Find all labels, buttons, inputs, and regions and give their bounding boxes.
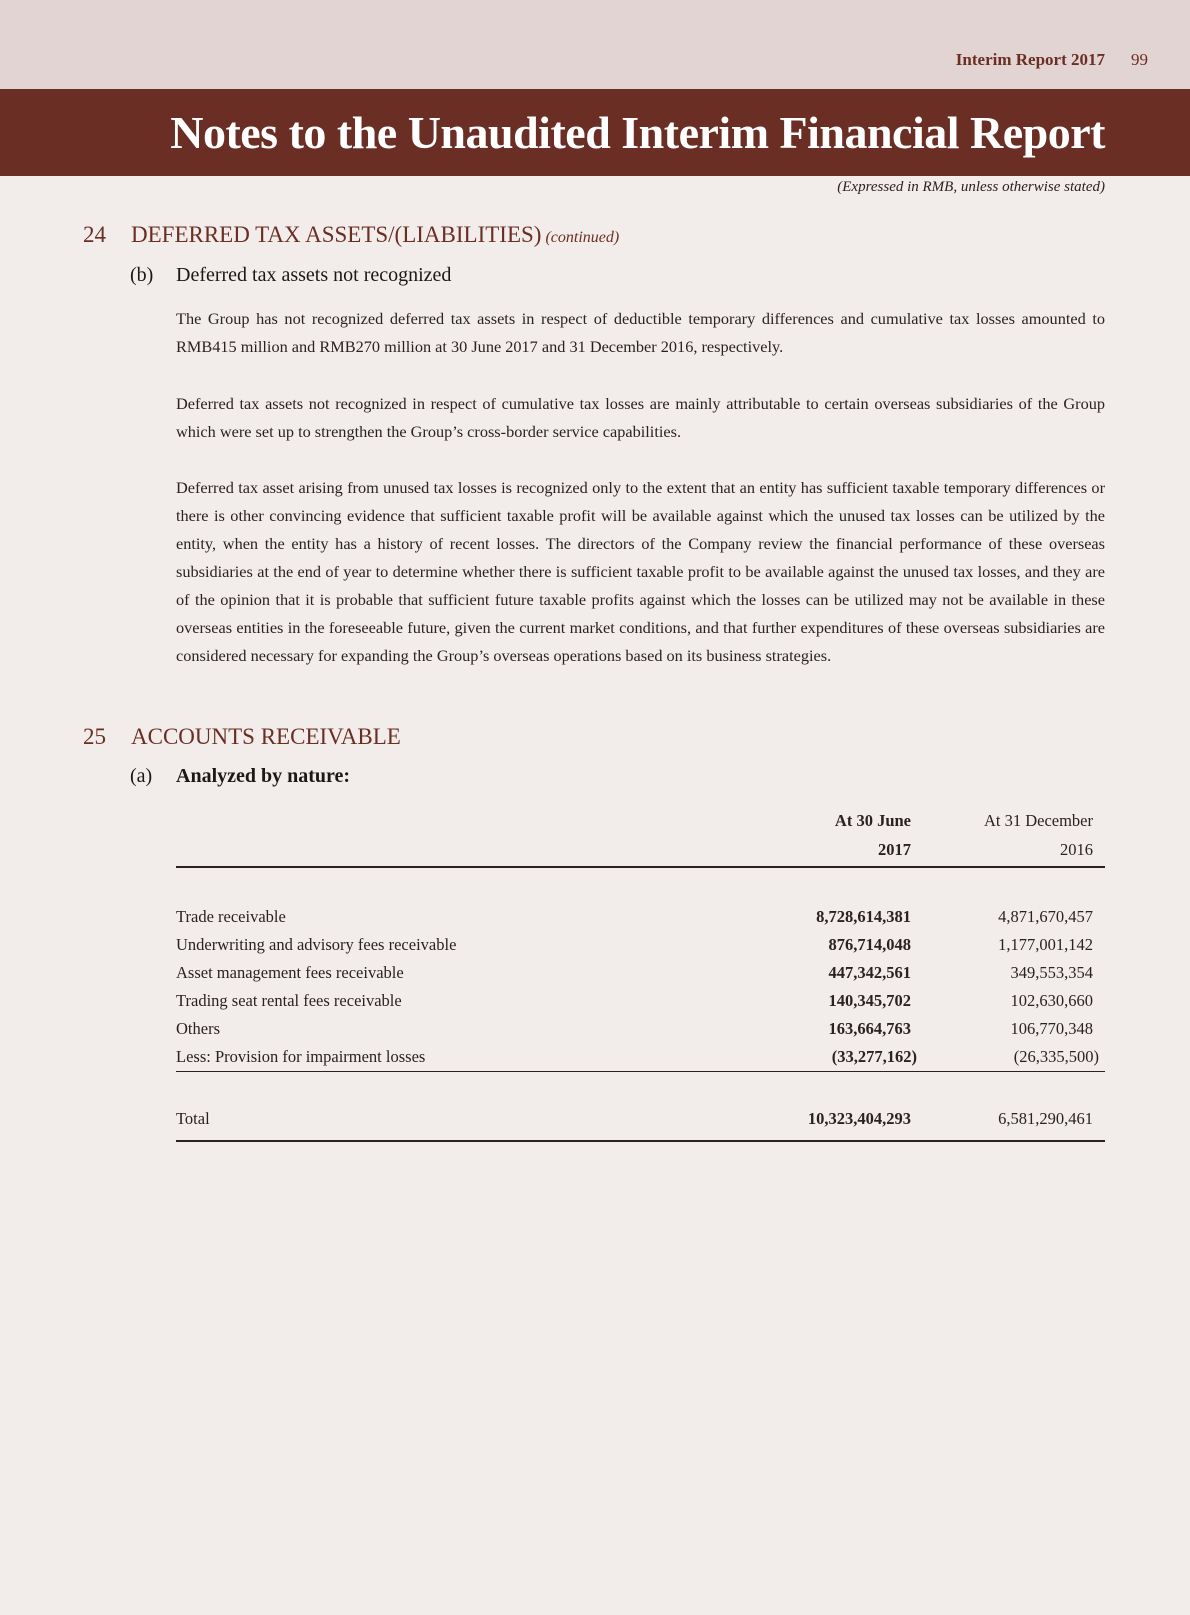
value-2016: 106,770,348: [1010, 1019, 1093, 1038]
table-row: [176, 903, 1105, 931]
column-header-year: 2016: [1060, 840, 1093, 859]
section-number: 25: [83, 724, 106, 749]
column-header-2017: [835, 806, 911, 864]
paragraph: Deferred tax asset arising from unused tax losses is recognized only to the extent that an entity has sufficient taxable temporary differences or there is other convincing evidence that sufficient taxable profit will be available against which the unused tax losses can be utilized by the entity, when the entity has a history of recent losses. The directors of the Company review the financial performance of these overseas subsidiaries at the end of year to determine whether there is sufficient taxable profit to be available against the unused tax losses, and they are of the opinion that it is probable that sufficient future taxable profits against which the losses can be utilized may not be available in these overseas entities in the foreseeable future, given the current market conditions, and that further expenditures of these overseas subsidiaries are considered necessary for expanding the Group’s overseas operations based on its business strategies.: [176, 478, 1105, 665]
row-label: Others: [176, 1019, 220, 1038]
table-row: [176, 1043, 1105, 1071]
value-2017: 447,342,561: [828, 963, 911, 982]
total-rule: [176, 1140, 1105, 1142]
value-2016: (26,335,500): [1013, 1047, 1099, 1066]
subsection-label: (b): [130, 264, 154, 286]
value-2016: 102,630,660: [1010, 991, 1093, 1010]
value-2017: (33,277,162): [831, 1047, 917, 1066]
total-2016: 6,581,290,461: [998, 1109, 1093, 1128]
page-number: 99: [1131, 50, 1148, 69]
total-row: [176, 1104, 1105, 1134]
currency-note: (Expressed in RMB, unless otherwise stated): [837, 179, 1105, 195]
column-header-year: 2017: [878, 840, 911, 859]
section-25-heading: [83, 724, 401, 750]
total-2017: 10,323,404,293: [807, 1109, 911, 1128]
value-2017: 876,714,048: [828, 935, 911, 954]
section-number: 24: [83, 222, 106, 247]
page-title: Notes to the Unaudited Interim Financial Report: [170, 107, 1105, 158]
subsection-label: (a): [130, 765, 153, 787]
section-title: ACCOUNTS RECEIVABLE: [131, 724, 401, 749]
subsection-b-heading: [130, 264, 451, 287]
row-label: Underwriting and advisory fees receivable: [176, 935, 457, 954]
total-label: Total: [176, 1109, 210, 1128]
value-2017: 163,664,763: [828, 1019, 911, 1038]
table-header: [176, 806, 1105, 866]
section-24-heading: [83, 222, 619, 248]
paragraph: Deferred tax assets not recognized in respect of cumulative tax losses are mainly attributable to certain overseas subsidiaries of the Group which were set up to strengthen the Group’s cross-border service capabilities.: [176, 394, 1105, 441]
value-2016: 1,177,001,142: [998, 935, 1093, 954]
continued-label: (continued): [545, 229, 620, 246]
subtotal-rule: [176, 1071, 1105, 1072]
value-2017: 8,728,614,381: [816, 907, 911, 926]
subsection-a-heading: [130, 765, 350, 788]
paragraph: The Group has not recognized deferred tax assets in respect of deductible temporary differences and cumulative tax losses amounted to RMB415 million and RMB270 million at 30 June 2017 and 31 December 2016, respectively.: [176, 309, 1105, 356]
value-2016: 349,553,354: [1010, 963, 1093, 982]
column-header-2016: [984, 806, 1093, 864]
row-label: Less: Provision for impairment losses: [176, 1047, 426, 1066]
table-body: [176, 868, 1105, 1071]
row-label: Asset management fees receivable: [176, 963, 404, 982]
section-title: DEFERRED TAX ASSETS/(LIABILITIES): [131, 222, 542, 247]
value-2016: 4,871,670,457: [998, 907, 1093, 926]
report-name: Interim Report 2017: [955, 50, 1105, 69]
row-label: Trading seat rental fees receivable: [176, 991, 402, 1010]
running-header: [956, 50, 1148, 70]
table-row: [176, 987, 1105, 1015]
value-2017: 140,345,702: [828, 991, 911, 1010]
table-row: [176, 959, 1105, 987]
subsection-title: Deferred tax assets not recognized: [176, 264, 452, 286]
subsection-title: Analyzed by nature:: [176, 765, 351, 787]
column-header-line: At 30 June: [834, 811, 911, 830]
header-rule: [176, 866, 1105, 868]
column-header-line: At 31 December: [983, 811, 1093, 830]
accounts-receivable-table: [176, 806, 1105, 1142]
row-label: Trade receivable: [176, 907, 286, 926]
table-row: [176, 931, 1105, 959]
top-band: [0, 0, 1190, 89]
table-row: [176, 1015, 1105, 1043]
